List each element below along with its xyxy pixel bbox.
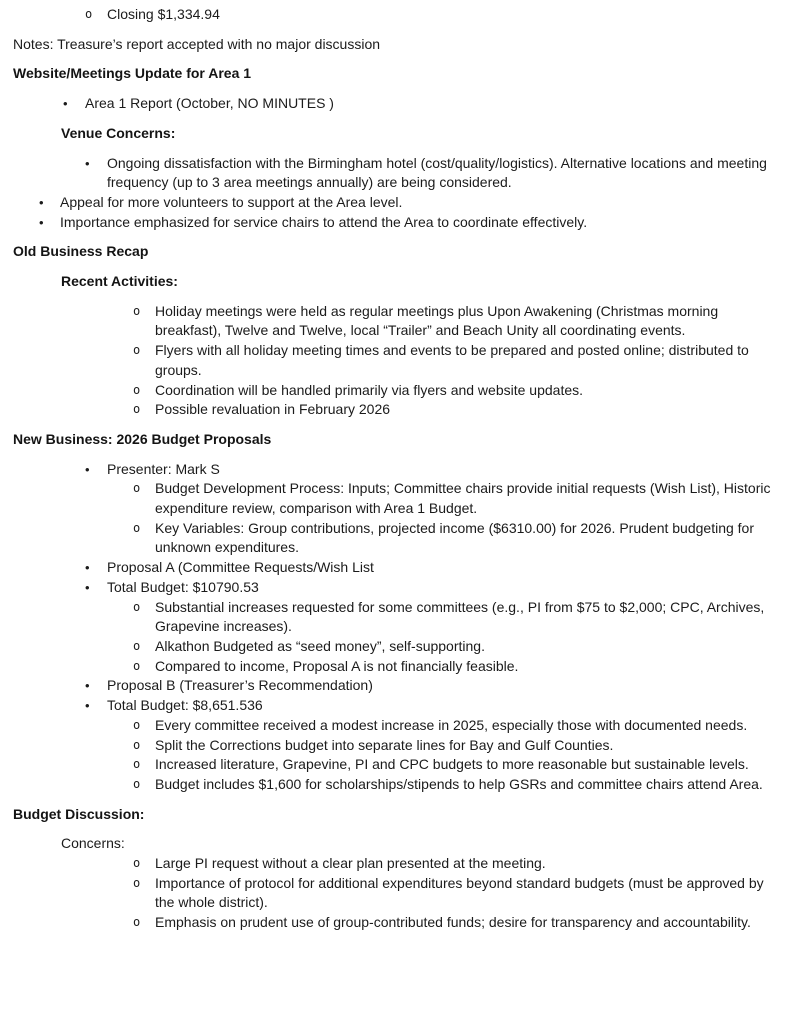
bullet-disc-icon: •	[63, 96, 68, 112]
bullet-circle-icon: o	[133, 599, 141, 614]
list-item-text: Increased literature, Grapevine, PI and CPC budgets to more reasonable but sustainable levels.	[155, 756, 749, 773]
list-item-text: Budget Development Process: Inputs; Committee chairs provide initial requests (Wish List), Historic expenditure review, comparison with Area 1 Budget.	[155, 480, 771, 517]
list-item-text: Proposal B (Treasurer’s Recommendation)	[107, 677, 373, 694]
list-item-venue-dissatisfaction	[13, 154, 782, 193]
list-item-presenter	[13, 460, 782, 480]
list-item-coordination	[13, 381, 782, 401]
bullet-circle-icon: o	[133, 757, 141, 772]
list-item-text: Total Budget: $10790.53	[107, 578, 259, 595]
bullet-circle-icon: o	[133, 776, 141, 791]
bullet-circle-icon: o	[133, 343, 141, 358]
list-item-modest-increase	[13, 716, 782, 736]
heading-website-meetings-update: Website/Meetings Update for Area 1	[13, 65, 252, 82]
list-item-revaluation	[13, 400, 782, 420]
list-item-text: Total Budget: $8,651.536	[107, 697, 263, 714]
list-item-text: Appeal for more volunteers to support at the Area level.	[60, 193, 403, 210]
list-item-service-chairs	[13, 213, 782, 233]
list-item-corrections-split	[13, 736, 782, 756]
bullet-circle-icon: o	[133, 382, 141, 397]
list-item-text: Area 1 Report (October, NO MINUTES )	[85, 95, 334, 112]
bullet-circle-icon: o	[133, 856, 141, 871]
list-item-alkathon	[13, 637, 782, 657]
list-item-text: Large PI request without a clear plan presented at the meeting.	[155, 855, 546, 872]
list-item-increased-budgets	[13, 755, 782, 775]
heading-budget-discussion: Budget Discussion:	[13, 805, 145, 822]
list-item-holiday-meetings	[13, 302, 782, 341]
subheading-concerns: Concerns:	[61, 835, 125, 852]
list-item-text: Proposal A (Committee Requests/Wish List	[107, 559, 374, 576]
list-item-text: Key Variables: Group contributions, projected income ($6310.00) for 2026. Prudent budgeting for unknown expenditures.	[155, 519, 754, 556]
list-item-text: Coordination will be handled primarily via flyers and website updates.	[155, 381, 584, 398]
list-item-area1-report	[13, 94, 782, 114]
list-item-text: Presenter: Mark S	[107, 460, 220, 477]
bullet-circle-icon: o	[133, 737, 141, 752]
list-item-text: Flyers with all holiday meeting times and events to be prepared and posted online; distributed to groups.	[155, 342, 749, 378]
list-item-flyers	[13, 341, 782, 380]
list-item-text: Substantial increases requested for some committees (e.g., PI from $75 to $2,000; CPC, Archives, Grapevine increases).	[155, 598, 765, 635]
list-item-total-budget-a	[13, 578, 782, 598]
list-item-scholarships	[13, 775, 782, 795]
list-item-large-pi-request	[13, 854, 782, 874]
subheading-venue-concerns: Venue Concerns:	[61, 124, 176, 141]
list-item-proposal-b	[13, 676, 782, 696]
list-item-proposal-a-feasibility	[13, 657, 782, 677]
bullet-circle-icon: o	[133, 915, 141, 930]
list-item-text: Importance of protocol for additional expenditures beyond standard budgets (must be approved by the whole district).	[155, 874, 764, 911]
bullet-disc-icon: •	[85, 560, 90, 576]
bullet-circle-icon: o	[133, 717, 141, 732]
heading-new-business-budget: New Business: 2026 Budget Proposals	[13, 430, 272, 447]
bullet-disc-icon: •	[85, 678, 90, 694]
bullet-circle-icon: o	[133, 481, 141, 496]
bullet-circle-icon: o	[133, 303, 141, 318]
list-item-text: Split the Corrections budget into separate lines for Bay and Gulf Counties.	[155, 736, 614, 753]
bullet-circle-icon: o	[133, 520, 141, 535]
bullet-disc-icon: •	[85, 579, 90, 595]
notes-paragraph: Notes: Treasure’s report accepted with no major discussion	[13, 35, 381, 52]
list-item-prudent-use	[13, 913, 782, 933]
list-item-text: Closing $1,334.94	[107, 6, 220, 22]
list-item-text: Compared to income, Proposal A is not financially feasible.	[155, 657, 519, 674]
list-item-expenditure-protocol	[13, 874, 782, 913]
list-item-volunteer-appeal	[13, 193, 782, 213]
bullet-disc-icon: •	[39, 194, 44, 210]
list-item-text: Emphasis on prudent use of group-contributed funds; desire for transparency and accountability.	[155, 914, 751, 931]
bullet-circle-icon: o	[133, 875, 141, 890]
bullet-disc-icon: •	[85, 155, 90, 171]
bullet-circle-icon: o	[133, 658, 141, 673]
list-item-closing-balance	[13, 5, 782, 25]
list-item-text: Importance emphasized for service chairs to attend the Area to coordinate effectively.	[60, 213, 588, 230]
list-item-substantial-increases	[13, 598, 782, 637]
heading-old-business-recap: Old Business Recap	[13, 243, 149, 260]
bullet-circle-icon: o	[85, 7, 93, 21]
bullet-disc-icon: •	[39, 214, 44, 230]
bullet-circle-icon: o	[133, 638, 141, 653]
list-item-text: Alkathon Budgeted as “seed money”, self-supporting.	[155, 637, 485, 654]
list-item-proposal-a	[13, 558, 782, 578]
list-item-text: Every committee received a modest increase in 2025, especially those with documented needs.	[155, 716, 748, 733]
list-item-text: Possible revaluation in February 2026	[155, 401, 391, 418]
bullet-disc-icon: •	[85, 698, 90, 714]
bullet-disc-icon: •	[85, 461, 90, 477]
list-item-budget-process	[13, 479, 782, 518]
list-item-text: Holiday meetings were held as regular meetings plus Upon Awakening (Christmas morning breakfast), Twelve and Twelve, local “Trailer” and Beach Unity all coordinating events.	[155, 302, 719, 339]
list-item-text: Budget includes $1,600 for scholarships/stipends to help GSRs and committee chairs attend Area.	[155, 775, 763, 792]
subheading-recent-activities: Recent Activities:	[61, 273, 178, 290]
list-item-total-budget-b	[13, 696, 782, 716]
list-item-text: Ongoing dissatisfaction with the Birmingham hotel (cost/quality/logistics). Alternative locations and meeting frequency (up to 3 area meetings annually) are being considered.	[107, 154, 767, 191]
list-item-key-variables	[13, 519, 782, 558]
bullet-circle-icon: o	[133, 402, 141, 417]
